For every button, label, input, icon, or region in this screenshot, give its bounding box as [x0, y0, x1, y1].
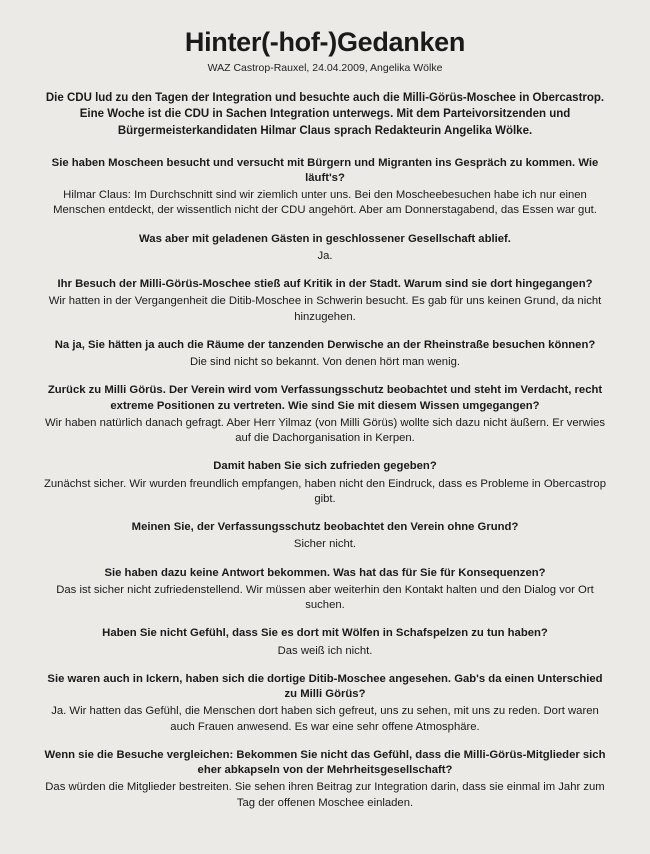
qa-answer: Wir hatten in der Vergangenheit die Ditib-Moschee in Schwerin besucht. Es gab für uns keinen Grund, da nicht hinzugehen. [48, 295, 602, 323]
qa-question: Na ja, Sie hätten ja auch die Räume der tanzenden Derwische an der Rheinstraße besuchen können? [54, 338, 596, 351]
article-intro: Die CDU lud zu den Tagen der Integration und besuchte auch die Milli-Görüs-Moschee in Obercastrop. Eine Woche ist die CDU in Sachen Integration unterwegs. Mit dem Parteivorsitzenden und Bürgermeisterkandidaten Hilmar Claus sprach Redakteurin Angelika Wölke. [45, 91, 605, 138]
qa-question: Zurück zu Milli Görüs. Der Verein wird vom Verfassungsschutz beobachtet und steht im Verdacht, recht extreme Positionen zu vertreten. Wie sind Sie mit diesem Wissen umgegangen? [47, 384, 603, 412]
qa-item [34, 156, 616, 219]
qa-question: Sie haben dazu keine Antwort bekommen. Was hat das für Sie für Konsequenzen? [104, 566, 546, 579]
qa-item [34, 748, 616, 811]
byline: WAZ Castrop-Rauxel, 24.04.2009, Angelika Wölke [207, 61, 443, 74]
qa-item [34, 383, 616, 446]
qa-item [34, 672, 616, 735]
qa-answer: Die sind nicht so bekannt. Von denen hört man wenig. [189, 356, 461, 369]
qa-question: Ihr Besuch der Milli-Görüs-Moschee stieß auf Kritik in der Stadt. Warum sind sie dort hingegangen? [57, 278, 593, 291]
qa-question: Meinen Sie, der Verfassungsschutz beobachtet den Verein ohne Grund? [131, 521, 519, 534]
page-title: Hinter(-hof-)Gedanken [184, 27, 466, 57]
qa-item [34, 566, 616, 614]
qa-item [34, 232, 616, 265]
qa-question: Was aber mit geladenen Gästen in geschlossener Gesellschaft ablief. [139, 232, 511, 245]
qa-answer: Das weiß ich nicht. [277, 644, 373, 657]
qa-answer: Das ist sicher nicht zufriedenstellend. Wir müssen aber weiterhin den Kontakt halten und den Dialog vor Ort suchen. [56, 583, 594, 612]
qa-item [34, 520, 616, 553]
qa-question: Haben Sie nicht Gefühl, dass Sie es dort mit Wölfen in Schafspelzen zu tun haben? [102, 627, 548, 640]
qa-question: Wenn sie die Besuche vergleichen: Bekommen Sie nicht das Gefühl, dass die Milli-Görüs-Mitglieder sich eher abkapseln von der Mehrheitsgesellschaft? [44, 748, 606, 777]
qa-question: Damit haben Sie sich zufrieden gegeben? [213, 460, 437, 473]
qa-item [34, 277, 616, 325]
qa-item [34, 459, 616, 507]
qa-answer: Zunächst sicher. Wir wurden freundlich empfangen, haben nicht den Eindruck, dass es Probleme in Obercastrop gibt. [43, 477, 606, 505]
qa-item [34, 626, 616, 659]
qa-question: Sie haben Moscheen besucht und versucht mit Bürgern und Migranten ins Gespräch zu kommen. Wie läuft's? [51, 156, 599, 184]
qa-answer: Das würden die Mitglieder bestreiten. Sie sehen ihren Beitrag zur Integration darin, dass sie einmal im Jahr zum Tag der offenen Moschee einladen. [45, 781, 605, 809]
qa-answer: Ja. Wir hatten das Gefühl, die Menschen dort haben sich gefreut, uns zu sehen, mit uns zu reden. Dort waren auch Frauen anwesend. Es war eine sehr offene Atmosphäre. [51, 705, 599, 733]
qa-answer: Wir haben natürlich danach gefragt. Aber Herr Yilmaz (von Milli Görüs) wollte sich dazu nicht äußern. Er verwies auf die Dachorganisation in Kerpen. [44, 416, 606, 445]
qa-answer: Ja. [317, 249, 333, 262]
qa-question: Sie waren auch in Ickern, haben sich die dortige Ditib-Moschee angesehen. Gab's da einen Unterschied zu Milli Görüs? [47, 672, 603, 701]
qa-item [34, 338, 616, 371]
interview-body [34, 156, 616, 824]
qa-answer: Hilmar Claus: Im Durchschnitt sind wir ziemlich unter uns. Bei den Moscheebesuchen habe ich nur einen Menschen entdeckt, der wissentlich nicht der CDU angehört. Aber am Donnerstagabend, das Essen war gut. [53, 189, 597, 217]
qa-answer: Sicher nicht. [293, 538, 357, 551]
